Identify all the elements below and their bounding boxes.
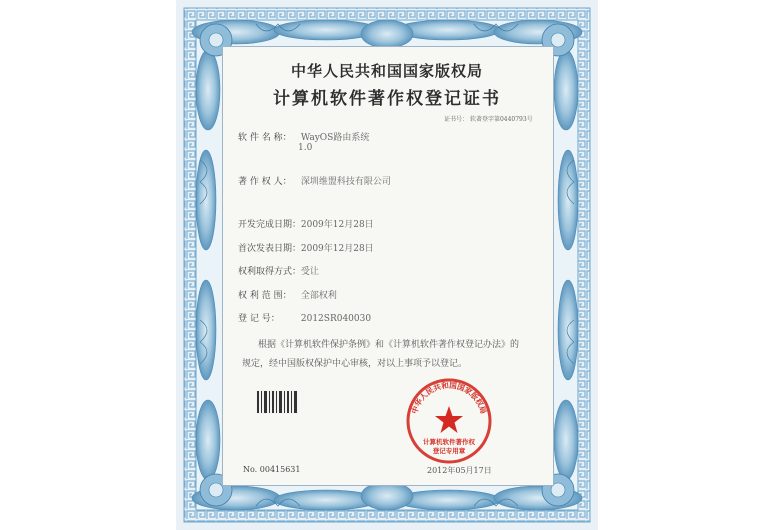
issue-date: 2012年05月17日 xyxy=(427,466,492,475)
certificate-number-value: 软著登字第0440793号 xyxy=(469,116,533,123)
field-label: 权 利 范 围： xyxy=(238,291,292,301)
certificate-number xyxy=(444,114,533,123)
field-label: 开发完成日期： xyxy=(238,220,302,230)
certificate-number-label: 证书号： xyxy=(444,116,469,123)
statement-line-1: 根据《计算机软件保护条例》和《计算机软件著作权登记办法》的 xyxy=(258,340,520,350)
field-value: 深圳维盟科技有限公司 xyxy=(300,177,391,187)
field-value: 1.0 xyxy=(298,143,313,153)
statement-line-2: 规定，经中国版权保护中心审核，对以上事项予以登记。 xyxy=(242,359,468,369)
seal-ring-text: 中华人民共和国国家版权局 xyxy=(409,380,489,415)
field-copyright-owner xyxy=(238,174,391,187)
field-value: 全部权利 xyxy=(300,291,337,301)
star-icon xyxy=(435,406,463,433)
barcode-image xyxy=(256,390,298,414)
field-software-name xyxy=(238,130,369,143)
field-value: 2009年12月28日 xyxy=(300,244,374,254)
statement-paragraph xyxy=(242,336,542,374)
field-value: 2012SR040030 xyxy=(300,314,372,324)
field-completion-date xyxy=(238,217,374,230)
certificate xyxy=(176,0,598,530)
field-value: 2009年12月28日 xyxy=(300,220,374,230)
field-value: 受让 xyxy=(300,267,319,277)
official-seal xyxy=(404,376,494,466)
seal-inner-text-2: 登记专用章 xyxy=(432,447,466,455)
field-label: 权利取得方式： xyxy=(238,267,302,277)
issuer-title: 中华人民共和国国家版权局 xyxy=(290,62,483,80)
field-registration-number xyxy=(238,311,371,324)
field-rights-scope xyxy=(238,288,337,301)
certificate-title: 计算机软件著作权登记证书 xyxy=(273,89,501,109)
field-label: 首次发表日期： xyxy=(238,244,302,254)
field-label: 软 件 名 称： xyxy=(238,133,292,143)
serial-number: No. 00415631 xyxy=(243,465,301,474)
field-label: 著 作 权 人： xyxy=(238,177,292,187)
field-acquisition-method xyxy=(238,264,319,277)
seal-inner-text-1: 计算机软件著作权 xyxy=(423,438,475,446)
field-publish-date xyxy=(238,241,374,254)
field-label: 登 记 号： xyxy=(238,314,280,324)
field-software-version xyxy=(298,143,312,153)
field-value: WayOS路由系统 xyxy=(300,133,370,143)
